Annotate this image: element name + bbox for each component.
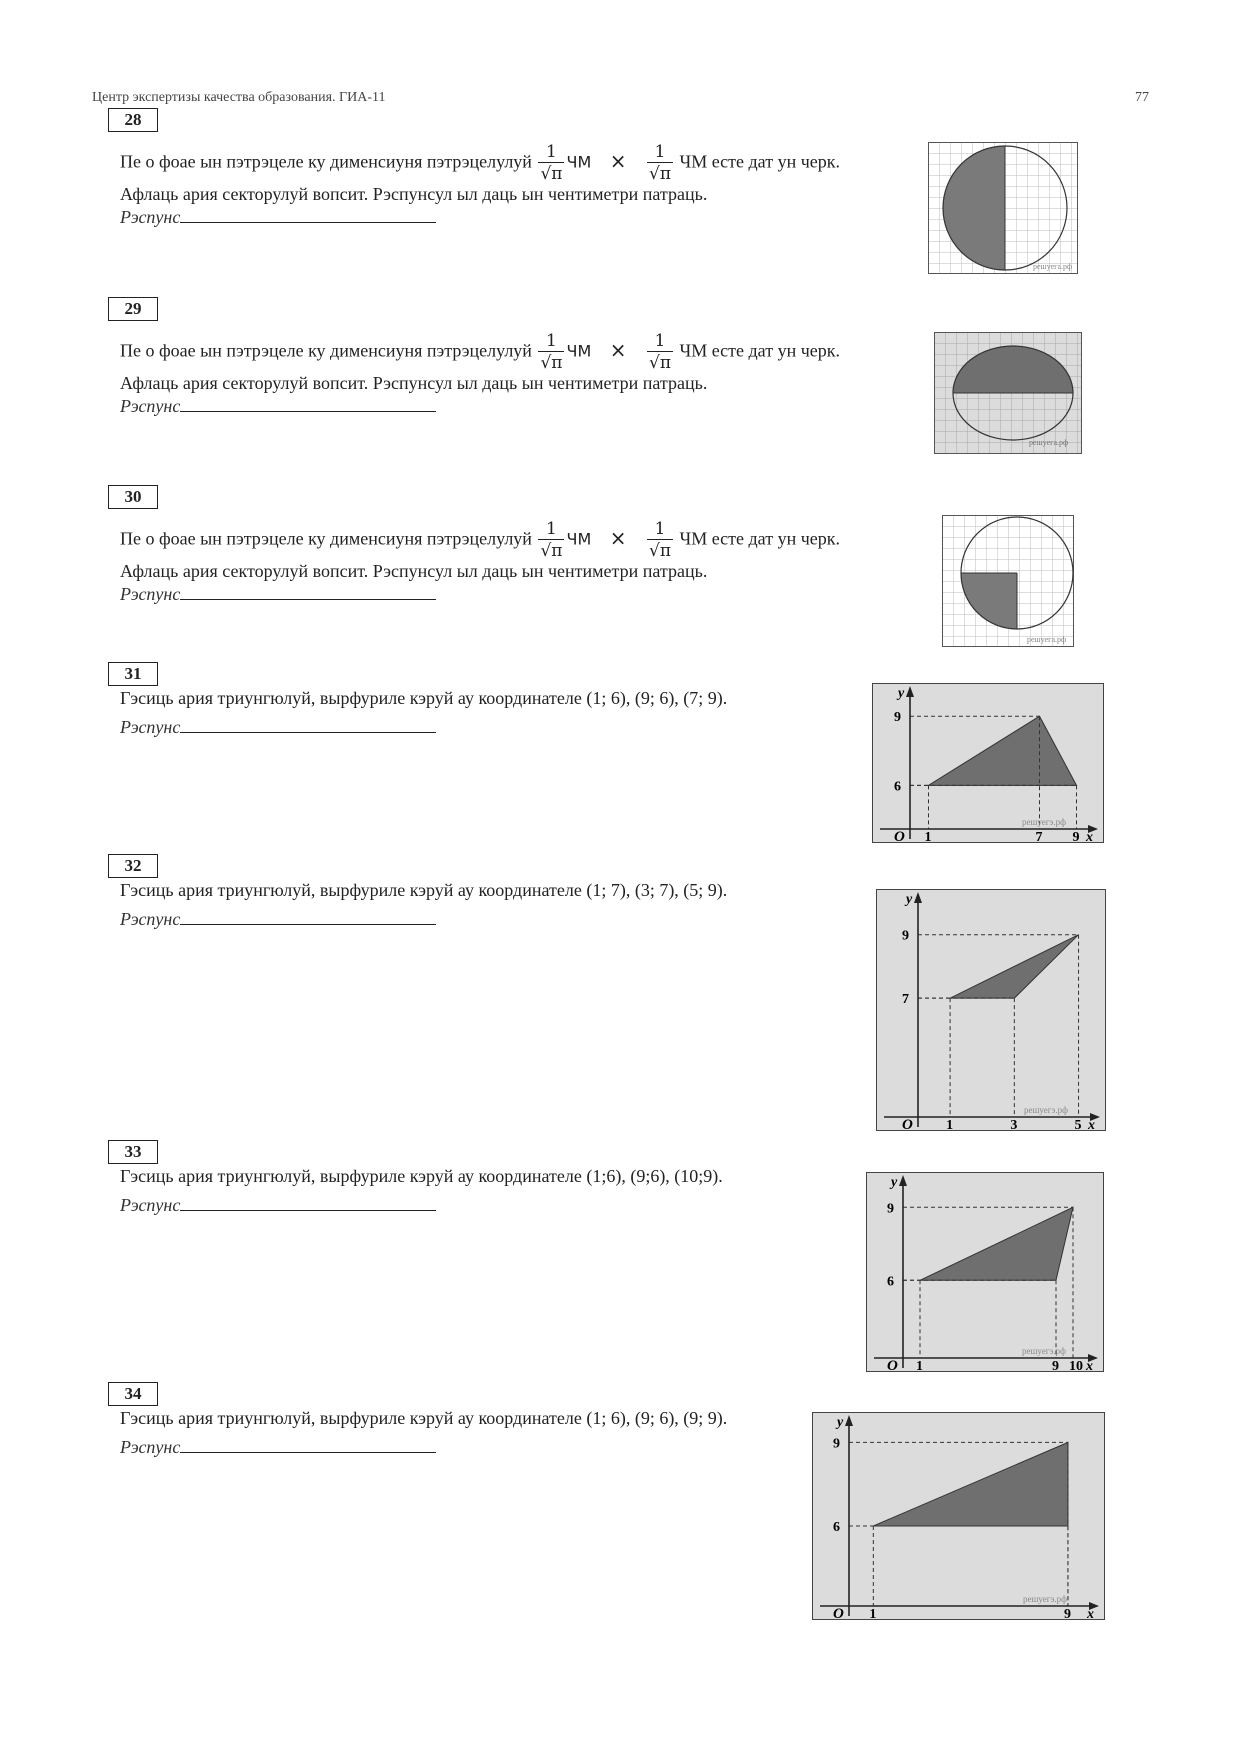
x-tick-label: 3 [1010,1118,1018,1131]
x-tick-label: 9 [1072,830,1080,843]
answer-label: Рэспунс [120,584,181,604]
watermark: решуегэ.рф [1022,817,1066,827]
task-text: Гэсиць ария триунгюлуй, вырфуриле кэруй ау координателе (1;6), (9;6), (10;9). [120,1166,723,1186]
task-number: 32 [108,854,158,878]
y-tick-label: 9 [902,928,909,944]
answer-field[interactable] [120,1436,436,1458]
x-tick-label: 9 [1052,1359,1059,1372]
unit: ЧМ [566,529,592,549]
fraction-denominator: √π [540,164,563,184]
fraction [538,519,564,562]
watermark: решуегэ.рф [1023,1594,1067,1604]
answer-blank[interactable] [180,1436,436,1453]
y-tick-label: 9 [887,1201,894,1217]
task-28 [108,108,1138,271]
answer-blank[interactable] [180,583,436,600]
answer-label: Рэспунс [120,396,181,416]
x-axis-label: x [1086,830,1093,843]
task-text-line-1 [120,331,840,374]
answer-label: Рэспунс [120,1437,181,1457]
answer-field[interactable] [120,206,436,228]
answer-label: Рэспунс [120,909,181,929]
header-title: Центр экспертизы качества образования. ГИА-11 [92,90,386,105]
fraction-denominator: √π [649,353,672,373]
watermark: решуегэ.рф [1022,1346,1066,1356]
times-sign: × [609,525,627,550]
task-text-line-1 [120,519,840,562]
task-tail: ЧМ есте дат ун черк. [679,528,840,549]
x-tick-label: 1 [869,1607,877,1620]
y-axis-label: y [837,1415,844,1430]
task-30 [108,485,1138,645]
triangle-graph-32 [876,889,1106,1131]
fraction-denominator: √π [649,541,672,561]
circle-figure-28 [928,142,1078,274]
answer-blank[interactable] [180,908,436,925]
fraction-numerator: 1 [546,142,557,162]
task-text: Гэсиць ария триунгюлуй, вырфуриле кэруй ау координателе (1; 7), (3; 7), (5; 9). [120,880,728,900]
y-tick-label: 6 [887,1274,894,1290]
graph-frame [877,890,1106,1131]
watermark: решуегэ.рф [1024,1105,1068,1115]
task-intro: Пе о фоае ын пэтрэцеле ку дименсиуня пэтрэцелулуй [120,528,532,549]
task-text-line-1 [120,142,840,185]
origin-label: O [833,1606,844,1620]
fraction [647,142,673,185]
task-number: 30 [108,485,158,509]
unit: ЧМ [566,341,592,361]
x-axis-label: x [1088,1118,1095,1131]
y-axis-label: y [906,892,913,907]
fraction-numerator: 1 [654,331,666,351]
task-number: 28 [108,108,158,132]
task-text: Гэсиць ария триунгюлуй, вырфуриле кэруй ау координателе (1; 6), (9; 6), (9; 9). [120,1408,728,1428]
fraction-denominator: √π [540,541,563,561]
x-tick-label: 1 [946,1118,954,1131]
x-tick-label: 10 [1069,1359,1083,1372]
fraction-numerator: 1 [546,519,557,539]
times-sign: × [609,148,627,173]
fraction-numerator: 1 [546,331,557,351]
answer-field[interactable] [120,395,436,417]
task-number: 31 [108,662,158,686]
task-text-line-2: Афлаць ария секторулуй вопсит. Рэспунсул ыл даць ын чентиметри патраць. [120,184,708,204]
times-sign: × [609,337,627,362]
origin-label: O [902,1117,913,1131]
y-tick-label: 6 [894,779,901,795]
x-axis-label: x [1086,1359,1093,1372]
task-number: 34 [108,1382,158,1406]
answer-label: Рэспунс [120,717,181,737]
task-29 [108,297,1138,457]
fraction [538,142,564,185]
y-tick-label: 9 [894,710,901,726]
page-header [92,90,1149,110]
circle-figure-29 [934,332,1082,454]
x-tick-label: 1 [924,830,932,843]
fraction-denominator: √π [540,353,563,373]
y-tick-label: 9 [833,1436,840,1452]
task-intro: Пе о фоае ын пэтрэцеле ку дименсиуня пэтрэцелулуй [120,151,532,172]
answer-blank[interactable] [180,716,436,733]
task-intro: Пе о фоае ын пэтрэцеле ку дименсиуня пэтрэцелулуй [120,340,532,361]
answer-field[interactable] [120,1194,436,1216]
x-axis-label: x [1087,1607,1094,1620]
x-tick-label: 1 [916,1359,923,1372]
answer-field[interactable] [120,583,436,605]
y-axis-label: y [891,1175,898,1190]
triangle-graph-31 [872,683,1104,843]
x-tick-label: 5 [1074,1118,1082,1131]
fraction [538,331,564,374]
task-number: 29 [108,297,158,321]
task-text-line-2: Афлаць ария секторулуй вопсит. Рэспунсул ыл даць ын чентиметри патраць. [120,373,708,393]
watermark: решуега.рф [1027,635,1067,644]
answer-field[interactable] [120,908,436,930]
answer-field[interactable] [120,716,436,738]
x-tick-label: 7 [1035,830,1043,843]
watermark: решуега.рф [1033,262,1073,271]
unit: ЧМ [566,152,592,172]
fraction [647,519,673,562]
answer-label: Рэспунс [120,207,181,227]
triangle-graph-33 [866,1172,1104,1372]
circle-figure-30 [942,515,1074,647]
watermark: решуега.рф [1029,438,1069,447]
fraction-numerator: 1 [654,519,666,539]
y-tick-label: 6 [833,1519,840,1535]
task-text-line-2: Афлаць ария секторулуй вопсит. Рэспунсул ыл даць ын чентиметри патраць. [120,561,708,581]
y-axis-label: y [898,686,905,701]
fraction-denominator: √π [649,164,672,184]
x-tick-label: 9 [1063,1607,1071,1620]
origin-label: O [887,1358,898,1372]
task-number: 33 [108,1140,158,1164]
y-tick-label: 7 [902,992,909,1008]
task-tail: ЧМ есте дат ун черк. [679,151,840,172]
triangle-graph-34 [812,1412,1105,1620]
answer-blank[interactable] [180,395,436,412]
origin-label: O [894,829,905,843]
page-number: 77 [1135,90,1149,105]
answer-blank[interactable] [180,1194,436,1211]
task-tail: ЧМ есте дат ун черк. [679,340,840,361]
answer-blank[interactable] [180,206,436,223]
fraction-numerator: 1 [654,142,666,162]
answer-label: Рэспунс [120,1195,181,1215]
task-text: Гэсиць ария триунгюлуй, вырфуриле кэруй ау координателе (1; 6), (9; 6), (7; 9). [120,688,728,708]
fraction [647,331,673,374]
